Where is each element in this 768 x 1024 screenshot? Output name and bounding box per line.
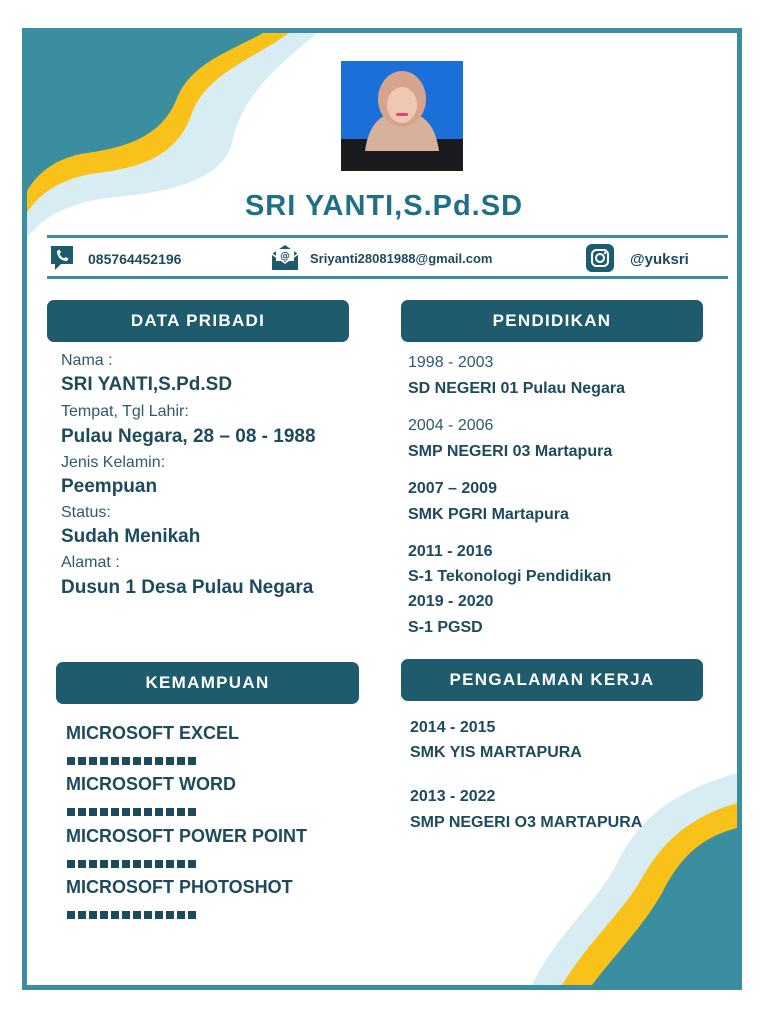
edu-school-1: SD NEGERI 01 Pulau Negara: [408, 380, 625, 397]
skill-word: MICROSOFT WORD: [66, 774, 236, 794]
skill-bar-power-point: [67, 860, 196, 868]
instagram-icon: [586, 244, 614, 275]
edu-school-2: SMP NEGERI 03 Martapura: [408, 443, 613, 460]
value-nama: SRI YANTI,S.Pd.SD: [61, 374, 233, 395]
label-status: Status:: [61, 504, 111, 521]
exp-years-1: 2014 - 2015: [410, 719, 496, 736]
email-address: Sriyanti28081988@gmail.com: [310, 251, 493, 266]
contact-email: [270, 242, 493, 275]
contact-phone: [48, 243, 181, 274]
value-status: Sudah Menikah: [61, 526, 201, 547]
edu-years-3: 2007 – 2009: [408, 480, 497, 497]
skill-bar-photoshot: [67, 911, 196, 919]
value-tempat-tgl-lahir: Pulau Negara, 28 – 08 - 1988: [61, 426, 316, 447]
contact-instagram: [586, 244, 689, 275]
edu-school-3: SMK PGRI Martapura: [408, 506, 569, 523]
label-jenis-kelamin: Jenis Kelamin:: [61, 454, 166, 471]
label-tempat-tgl-lahir: Tempat, Tgl Lahir:: [61, 403, 189, 420]
skill-excel: MICROSOFT EXCEL: [66, 723, 240, 743]
candidate-name: SRI YANTI,S.Pd.SD: [244, 190, 524, 222]
exp-place-1: SMK YIS MARTAPURA: [410, 744, 582, 761]
skill-power-point: MICROSOFT POWER POINT: [66, 826, 307, 846]
header-data-pribadi: DATA PRIBADI: [47, 300, 349, 342]
skill-bar-word: [67, 808, 196, 816]
value-alamat: Dusun 1 Desa Pulau Negara: [61, 577, 314, 598]
edu-school-4: S-1 Tekonologi Pendidikan: [408, 568, 612, 585]
label-alamat: Alamat :: [61, 554, 120, 571]
skill-bar-excel: [67, 757, 196, 765]
exp-years-2: 2013 - 2022: [410, 788, 496, 805]
value-jenis-kelamin: Peempuan: [61, 476, 158, 497]
skill-photoshot: MICROSOFT PHOTOSHOT: [66, 877, 293, 897]
phone-number: 085764452196: [88, 250, 182, 267]
top-rule: [47, 235, 728, 238]
edu-years-1: 1998 - 2003: [408, 354, 494, 371]
phone-icon: [48, 243, 76, 274]
label-nama: Nama :: [61, 352, 113, 369]
header-pengalaman-kerja: PENGALAMAN KERJA: [401, 659, 703, 701]
svg-text:@: @: [280, 251, 290, 262]
header-kemampuan: KEMAMPUAN: [56, 662, 359, 704]
edu-years-4: 2011 - 2016: [408, 543, 493, 560]
edu-years-2: 2004 - 2006: [408, 417, 494, 434]
exp-place-2: SMP NEGERI O3 MARTAPURA: [410, 814, 643, 831]
edu-school-5: S-1 PGSD: [408, 619, 483, 636]
bottom-rule: [47, 276, 728, 279]
header-pendidikan: PENDIDIKAN: [401, 300, 703, 342]
instagram-handle: @yuksri: [630, 251, 689, 268]
edu-years-5: 2019 - 2020: [408, 593, 494, 610]
email-icon: [270, 242, 300, 275]
profile-photo: [341, 61, 463, 171]
